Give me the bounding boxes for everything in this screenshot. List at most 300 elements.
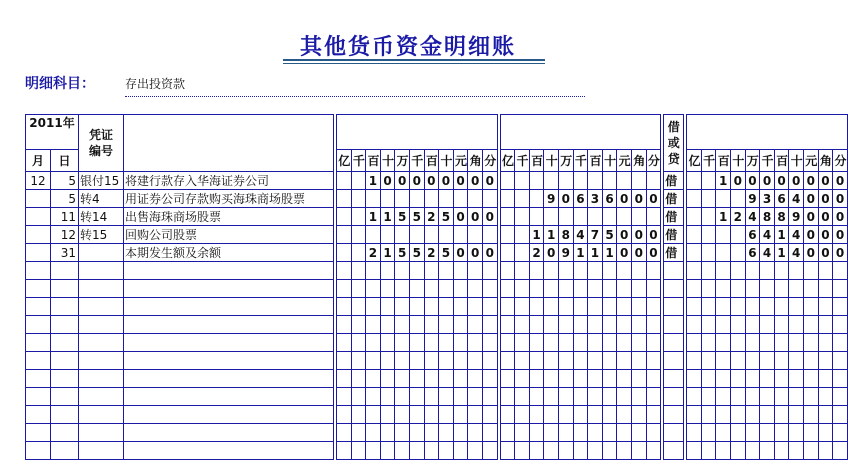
balance-digit[interactable] bbox=[804, 406, 819, 424]
debit-digit[interactable] bbox=[380, 190, 395, 208]
table-row-blank[interactable] bbox=[26, 298, 848, 316]
row-day[interactable]: 5 bbox=[51, 172, 79, 190]
balance-digit[interactable] bbox=[818, 442, 833, 460]
blank-cell[interactable] bbox=[51, 280, 79, 298]
blank-cell[interactable] bbox=[26, 388, 51, 406]
debit-digit[interactable] bbox=[482, 316, 497, 334]
credit-digit[interactable] bbox=[573, 262, 588, 280]
credit-digit[interactable] bbox=[559, 172, 574, 190]
balance-digit[interactable] bbox=[745, 370, 760, 388]
blank-cell[interactable] bbox=[51, 334, 79, 352]
balance-digit[interactable]: 0 bbox=[804, 226, 819, 244]
balance-digit[interactable] bbox=[774, 442, 789, 460]
blank-cell[interactable] bbox=[79, 388, 124, 406]
balance-digit[interactable] bbox=[833, 370, 848, 388]
credit-digit[interactable] bbox=[500, 208, 515, 226]
credit-digit[interactable] bbox=[500, 172, 515, 190]
debit-digit[interactable] bbox=[351, 370, 366, 388]
credit-digit[interactable] bbox=[646, 208, 661, 226]
credit-digit[interactable] bbox=[500, 370, 515, 388]
credit-digit[interactable] bbox=[646, 388, 661, 406]
debit-digit[interactable] bbox=[337, 298, 352, 316]
credit-digit[interactable]: 0 bbox=[544, 244, 559, 262]
row-month[interactable]: 12 bbox=[26, 172, 51, 190]
debit-digit[interactable] bbox=[439, 352, 454, 370]
credit-digit[interactable] bbox=[646, 352, 661, 370]
credit-digit[interactable] bbox=[515, 406, 530, 424]
balance-digit[interactable] bbox=[701, 316, 716, 334]
blank-cell[interactable] bbox=[79, 352, 124, 370]
balance-digit[interactable] bbox=[760, 370, 775, 388]
credit-digit[interactable]: 1 bbox=[588, 244, 603, 262]
balance-digit[interactable] bbox=[731, 226, 746, 244]
balance-digit[interactable]: 1 bbox=[716, 172, 731, 190]
balance-digit[interactable] bbox=[789, 262, 804, 280]
credit-digit[interactable] bbox=[515, 334, 530, 352]
credit-digit[interactable] bbox=[573, 370, 588, 388]
blank-cell[interactable] bbox=[79, 424, 124, 442]
balance-digit[interactable] bbox=[687, 406, 702, 424]
credit-digit[interactable] bbox=[617, 280, 632, 298]
credit-digit[interactable] bbox=[602, 208, 617, 226]
credit-digit[interactable] bbox=[588, 316, 603, 334]
debit-digit[interactable] bbox=[453, 370, 468, 388]
debit-digit[interactable] bbox=[395, 442, 410, 460]
credit-digit[interactable] bbox=[515, 244, 530, 262]
balance-digit[interactable] bbox=[774, 316, 789, 334]
balance-digit[interactable]: 2 bbox=[731, 208, 746, 226]
balance-digit[interactable]: 1 bbox=[774, 244, 789, 262]
debit-digit[interactable] bbox=[395, 298, 410, 316]
credit-digit[interactable] bbox=[559, 208, 574, 226]
blank-direction[interactable] bbox=[664, 316, 684, 334]
balance-digit[interactable] bbox=[833, 388, 848, 406]
debit-digit[interactable] bbox=[439, 316, 454, 334]
credit-digit[interactable]: 4 bbox=[573, 226, 588, 244]
credit-digit[interactable]: 0 bbox=[646, 244, 661, 262]
blank-cell[interactable] bbox=[26, 352, 51, 370]
balance-digit[interactable] bbox=[804, 442, 819, 460]
debit-digit[interactable] bbox=[482, 298, 497, 316]
balance-digit[interactable] bbox=[760, 352, 775, 370]
balance-digit[interactable] bbox=[804, 388, 819, 406]
credit-digit[interactable] bbox=[588, 280, 603, 298]
credit-digit[interactable] bbox=[631, 352, 646, 370]
debit-digit[interactable] bbox=[453, 262, 468, 280]
debit-digit[interactable] bbox=[351, 172, 366, 190]
debit-digit[interactable] bbox=[366, 388, 381, 406]
row-summary[interactable]: 本期发生额及余额 bbox=[124, 244, 334, 262]
debit-digit[interactable]: 0 bbox=[468, 208, 483, 226]
balance-digit[interactable] bbox=[818, 298, 833, 316]
row-month[interactable] bbox=[26, 208, 51, 226]
debit-digit[interactable] bbox=[337, 172, 352, 190]
credit-digit[interactable] bbox=[515, 172, 530, 190]
balance-digit[interactable]: 0 bbox=[818, 172, 833, 190]
balance-digit[interactable] bbox=[789, 442, 804, 460]
credit-digit[interactable] bbox=[500, 298, 515, 316]
credit-digit[interactable] bbox=[500, 262, 515, 280]
credit-digit[interactable] bbox=[631, 442, 646, 460]
debit-digit[interactable] bbox=[409, 370, 424, 388]
balance-digit[interactable] bbox=[833, 334, 848, 352]
row-day[interactable]: 31 bbox=[51, 244, 79, 262]
debit-digit[interactable] bbox=[482, 280, 497, 298]
balance-digit[interactable]: 0 bbox=[818, 226, 833, 244]
row-direction[interactable]: 借 bbox=[664, 244, 684, 262]
balance-digit[interactable] bbox=[687, 316, 702, 334]
balance-digit[interactable] bbox=[804, 298, 819, 316]
balance-digit[interactable] bbox=[818, 280, 833, 298]
balance-digit[interactable] bbox=[774, 280, 789, 298]
credit-digit[interactable]: 0 bbox=[617, 190, 632, 208]
credit-digit[interactable] bbox=[617, 370, 632, 388]
balance-digit[interactable] bbox=[716, 244, 731, 262]
debit-digit[interactable] bbox=[439, 334, 454, 352]
debit-digit[interactable] bbox=[337, 334, 352, 352]
credit-digit[interactable] bbox=[646, 370, 661, 388]
credit-digit[interactable] bbox=[617, 262, 632, 280]
balance-digit[interactable] bbox=[716, 424, 731, 442]
credit-digit[interactable] bbox=[631, 172, 646, 190]
credit-digit[interactable] bbox=[559, 280, 574, 298]
balance-digit[interactable] bbox=[745, 424, 760, 442]
balance-digit[interactable] bbox=[804, 280, 819, 298]
credit-digit[interactable] bbox=[617, 298, 632, 316]
balance-digit[interactable] bbox=[804, 424, 819, 442]
balance-digit[interactable]: 8 bbox=[774, 208, 789, 226]
blank-direction[interactable] bbox=[664, 280, 684, 298]
blank-cell[interactable] bbox=[79, 442, 124, 460]
debit-digit[interactable] bbox=[424, 262, 439, 280]
debit-digit[interactable] bbox=[366, 262, 381, 280]
credit-digit[interactable]: 5 bbox=[602, 226, 617, 244]
row-direction[interactable]: 借 bbox=[664, 208, 684, 226]
balance-digit[interactable] bbox=[731, 406, 746, 424]
credit-digit[interactable] bbox=[573, 388, 588, 406]
balance-digit[interactable]: 0 bbox=[833, 172, 848, 190]
balance-digit[interactable] bbox=[745, 388, 760, 406]
blank-cell[interactable] bbox=[26, 370, 51, 388]
debit-digit[interactable]: 1 bbox=[380, 244, 395, 262]
credit-digit[interactable] bbox=[500, 406, 515, 424]
debit-digit[interactable] bbox=[482, 190, 497, 208]
debit-digit[interactable] bbox=[337, 352, 352, 370]
balance-digit[interactable]: 0 bbox=[745, 172, 760, 190]
debit-digit[interactable] bbox=[482, 352, 497, 370]
credit-digit[interactable] bbox=[631, 280, 646, 298]
debit-digit[interactable]: 1 bbox=[366, 208, 381, 226]
credit-digit[interactable] bbox=[646, 424, 661, 442]
debit-digit[interactable] bbox=[468, 316, 483, 334]
blank-cell[interactable] bbox=[26, 262, 51, 280]
debit-digit[interactable] bbox=[351, 226, 366, 244]
credit-digit[interactable] bbox=[588, 424, 603, 442]
table-row-blank[interactable] bbox=[26, 262, 848, 280]
balance-digit[interactable] bbox=[818, 316, 833, 334]
debit-digit[interactable] bbox=[366, 406, 381, 424]
balance-digit[interactable] bbox=[701, 298, 716, 316]
credit-digit[interactable] bbox=[500, 316, 515, 334]
balance-digit[interactable] bbox=[789, 280, 804, 298]
blank-cell[interactable] bbox=[51, 406, 79, 424]
credit-digit[interactable] bbox=[646, 334, 661, 352]
table-row-blank[interactable] bbox=[26, 352, 848, 370]
row-voucher[interactable]: 银付15 bbox=[79, 172, 124, 190]
balance-digit[interactable] bbox=[701, 190, 716, 208]
credit-digit[interactable] bbox=[617, 352, 632, 370]
blank-direction[interactable] bbox=[664, 262, 684, 280]
balance-digit[interactable] bbox=[701, 442, 716, 460]
debit-digit[interactable] bbox=[351, 244, 366, 262]
balance-digit[interactable] bbox=[774, 262, 789, 280]
credit-digit[interactable] bbox=[544, 172, 559, 190]
balance-digit[interactable] bbox=[833, 442, 848, 460]
debit-digit[interactable] bbox=[380, 388, 395, 406]
table-row-blank[interactable] bbox=[26, 316, 848, 334]
blank-cell[interactable] bbox=[26, 280, 51, 298]
balance-digit[interactable] bbox=[818, 262, 833, 280]
balance-digit[interactable] bbox=[760, 298, 775, 316]
blank-cell[interactable] bbox=[51, 352, 79, 370]
debit-digit[interactable] bbox=[468, 280, 483, 298]
credit-digit[interactable] bbox=[617, 388, 632, 406]
balance-digit[interactable] bbox=[687, 244, 702, 262]
credit-digit[interactable] bbox=[559, 352, 574, 370]
balance-digit[interactable] bbox=[833, 262, 848, 280]
balance-digit[interactable]: 4 bbox=[789, 190, 804, 208]
balance-digit[interactable] bbox=[687, 190, 702, 208]
balance-digit[interactable]: 0 bbox=[833, 208, 848, 226]
credit-digit[interactable]: 1 bbox=[573, 244, 588, 262]
debit-digit[interactable] bbox=[337, 370, 352, 388]
balance-digit[interactable] bbox=[716, 406, 731, 424]
debit-digit[interactable] bbox=[424, 190, 439, 208]
debit-digit[interactable] bbox=[366, 370, 381, 388]
credit-digit[interactable] bbox=[559, 388, 574, 406]
debit-digit[interactable]: 0 bbox=[453, 172, 468, 190]
balance-digit[interactable] bbox=[731, 442, 746, 460]
credit-digit[interactable] bbox=[559, 424, 574, 442]
balance-digit[interactable] bbox=[760, 388, 775, 406]
credit-digit[interactable] bbox=[588, 334, 603, 352]
blank-cell[interactable] bbox=[26, 298, 51, 316]
blank-cell[interactable] bbox=[26, 442, 51, 460]
credit-digit[interactable] bbox=[631, 388, 646, 406]
balance-digit[interactable] bbox=[774, 352, 789, 370]
balance-digit[interactable] bbox=[804, 316, 819, 334]
debit-digit[interactable] bbox=[395, 370, 410, 388]
debit-digit[interactable] bbox=[409, 280, 424, 298]
credit-digit[interactable] bbox=[515, 280, 530, 298]
debit-digit[interactable] bbox=[409, 298, 424, 316]
balance-digit[interactable] bbox=[745, 262, 760, 280]
debit-digit[interactable]: 1 bbox=[366, 172, 381, 190]
row-day[interactable]: 5 bbox=[51, 190, 79, 208]
blank-cell[interactable] bbox=[124, 262, 334, 280]
debit-digit[interactable] bbox=[468, 262, 483, 280]
balance-digit[interactable] bbox=[745, 406, 760, 424]
table-row[interactable] bbox=[26, 208, 848, 226]
balance-digit[interactable] bbox=[731, 262, 746, 280]
credit-digit[interactable] bbox=[602, 262, 617, 280]
credit-digit[interactable] bbox=[544, 388, 559, 406]
debit-digit[interactable] bbox=[380, 424, 395, 442]
credit-digit[interactable] bbox=[515, 208, 530, 226]
debit-digit[interactable] bbox=[351, 388, 366, 406]
debit-digit[interactable]: 1 bbox=[380, 208, 395, 226]
row-summary[interactable]: 出售海珠商场股票 bbox=[124, 208, 334, 226]
debit-digit[interactable] bbox=[439, 226, 454, 244]
balance-digit[interactable] bbox=[745, 334, 760, 352]
credit-digit[interactable]: 6 bbox=[602, 190, 617, 208]
balance-digit[interactable] bbox=[789, 316, 804, 334]
credit-digit[interactable] bbox=[529, 352, 544, 370]
debit-digit[interactable] bbox=[439, 442, 454, 460]
debit-digit[interactable] bbox=[337, 406, 352, 424]
balance-digit[interactable]: 9 bbox=[789, 208, 804, 226]
balance-digit[interactable] bbox=[731, 352, 746, 370]
table-row[interactable] bbox=[26, 226, 848, 244]
balance-digit[interactable]: 0 bbox=[818, 244, 833, 262]
row-voucher[interactable]: 转15 bbox=[79, 226, 124, 244]
debit-digit[interactable] bbox=[409, 388, 424, 406]
balance-digit[interactable] bbox=[687, 298, 702, 316]
balance-digit[interactable] bbox=[731, 280, 746, 298]
debit-digit[interactable]: 0 bbox=[439, 172, 454, 190]
credit-digit[interactable] bbox=[631, 316, 646, 334]
blank-cell[interactable] bbox=[26, 424, 51, 442]
balance-digit[interactable] bbox=[716, 316, 731, 334]
debit-digit[interactable] bbox=[380, 316, 395, 334]
credit-digit[interactable] bbox=[573, 208, 588, 226]
blank-cell[interactable] bbox=[26, 316, 51, 334]
balance-digit[interactable] bbox=[716, 298, 731, 316]
table-row-blank[interactable] bbox=[26, 424, 848, 442]
balance-digit[interactable] bbox=[687, 334, 702, 352]
balance-digit[interactable] bbox=[731, 244, 746, 262]
debit-digit[interactable] bbox=[395, 352, 410, 370]
balance-digit[interactable] bbox=[818, 352, 833, 370]
balance-digit[interactable]: 1 bbox=[716, 208, 731, 226]
blank-cell[interactable] bbox=[79, 316, 124, 334]
credit-digit[interactable]: 0 bbox=[631, 226, 646, 244]
balance-digit[interactable] bbox=[716, 190, 731, 208]
balance-digit[interactable] bbox=[760, 442, 775, 460]
balance-digit[interactable] bbox=[716, 262, 731, 280]
debit-digit[interactable] bbox=[366, 226, 381, 244]
credit-digit[interactable] bbox=[529, 388, 544, 406]
debit-digit[interactable] bbox=[395, 262, 410, 280]
blank-cell[interactable] bbox=[51, 370, 79, 388]
table-row-blank[interactable] bbox=[26, 370, 848, 388]
credit-digit[interactable] bbox=[573, 424, 588, 442]
debit-digit[interactable] bbox=[439, 190, 454, 208]
debit-digit[interactable] bbox=[395, 226, 410, 244]
credit-digit[interactable] bbox=[515, 190, 530, 208]
credit-digit[interactable] bbox=[529, 298, 544, 316]
debit-digit[interactable] bbox=[351, 280, 366, 298]
row-voucher[interactable]: 转14 bbox=[79, 208, 124, 226]
credit-digit[interactable] bbox=[646, 442, 661, 460]
credit-digit[interactable] bbox=[646, 280, 661, 298]
debit-digit[interactable] bbox=[424, 280, 439, 298]
credit-digit[interactable] bbox=[588, 208, 603, 226]
debit-digit[interactable] bbox=[409, 190, 424, 208]
balance-digit[interactable]: 0 bbox=[731, 172, 746, 190]
debit-digit[interactable] bbox=[482, 406, 497, 424]
credit-digit[interactable] bbox=[544, 298, 559, 316]
balance-digit[interactable] bbox=[731, 298, 746, 316]
credit-digit[interactable] bbox=[500, 190, 515, 208]
credit-digit[interactable] bbox=[544, 262, 559, 280]
balance-digit[interactable] bbox=[745, 280, 760, 298]
blank-direction[interactable] bbox=[664, 424, 684, 442]
balance-digit[interactable] bbox=[731, 388, 746, 406]
credit-digit[interactable] bbox=[500, 352, 515, 370]
debit-digit[interactable]: 5 bbox=[439, 244, 454, 262]
credit-digit[interactable] bbox=[631, 334, 646, 352]
debit-digit[interactable] bbox=[453, 298, 468, 316]
debit-digit[interactable] bbox=[482, 226, 497, 244]
debit-digit[interactable] bbox=[366, 298, 381, 316]
balance-digit[interactable] bbox=[701, 388, 716, 406]
balance-digit[interactable] bbox=[701, 352, 716, 370]
debit-digit[interactable] bbox=[395, 334, 410, 352]
blank-cell[interactable] bbox=[79, 298, 124, 316]
debit-digit[interactable] bbox=[351, 316, 366, 334]
balance-digit[interactable]: 6 bbox=[745, 244, 760, 262]
debit-digit[interactable] bbox=[424, 406, 439, 424]
balance-digit[interactable]: 0 bbox=[833, 244, 848, 262]
balance-digit[interactable] bbox=[789, 388, 804, 406]
credit-digit[interactable]: 0 bbox=[631, 244, 646, 262]
debit-digit[interactable] bbox=[482, 370, 497, 388]
debit-digit[interactable]: 0 bbox=[482, 172, 497, 190]
debit-digit[interactable] bbox=[439, 262, 454, 280]
balance-digit[interactable]: 6 bbox=[745, 226, 760, 244]
row-summary[interactable]: 用证券公司存款购买海珠商场股票 bbox=[124, 190, 334, 208]
blank-direction[interactable] bbox=[664, 334, 684, 352]
debit-digit[interactable] bbox=[453, 352, 468, 370]
credit-digit[interactable] bbox=[602, 172, 617, 190]
debit-digit[interactable] bbox=[424, 370, 439, 388]
credit-digit[interactable] bbox=[529, 208, 544, 226]
debit-digit[interactable] bbox=[409, 424, 424, 442]
credit-digit[interactable] bbox=[544, 334, 559, 352]
balance-digit[interactable]: 0 bbox=[804, 244, 819, 262]
balance-digit[interactable] bbox=[687, 208, 702, 226]
balance-digit[interactable] bbox=[731, 370, 746, 388]
debit-digit[interactable] bbox=[409, 442, 424, 460]
credit-digit[interactable] bbox=[588, 406, 603, 424]
debit-digit[interactable] bbox=[337, 244, 352, 262]
debit-digit[interactable] bbox=[468, 334, 483, 352]
debit-digit[interactable] bbox=[366, 442, 381, 460]
credit-digit[interactable] bbox=[573, 334, 588, 352]
blank-cell[interactable] bbox=[51, 262, 79, 280]
debit-digit[interactable] bbox=[337, 262, 352, 280]
credit-digit[interactable] bbox=[529, 406, 544, 424]
debit-digit[interactable] bbox=[482, 262, 497, 280]
credit-digit[interactable] bbox=[573, 172, 588, 190]
credit-digit[interactable] bbox=[602, 352, 617, 370]
debit-digit[interactable]: 0 bbox=[424, 172, 439, 190]
balance-digit[interactable] bbox=[687, 388, 702, 406]
credit-digit[interactable] bbox=[559, 406, 574, 424]
credit-digit[interactable] bbox=[602, 406, 617, 424]
balance-digit[interactable] bbox=[716, 334, 731, 352]
